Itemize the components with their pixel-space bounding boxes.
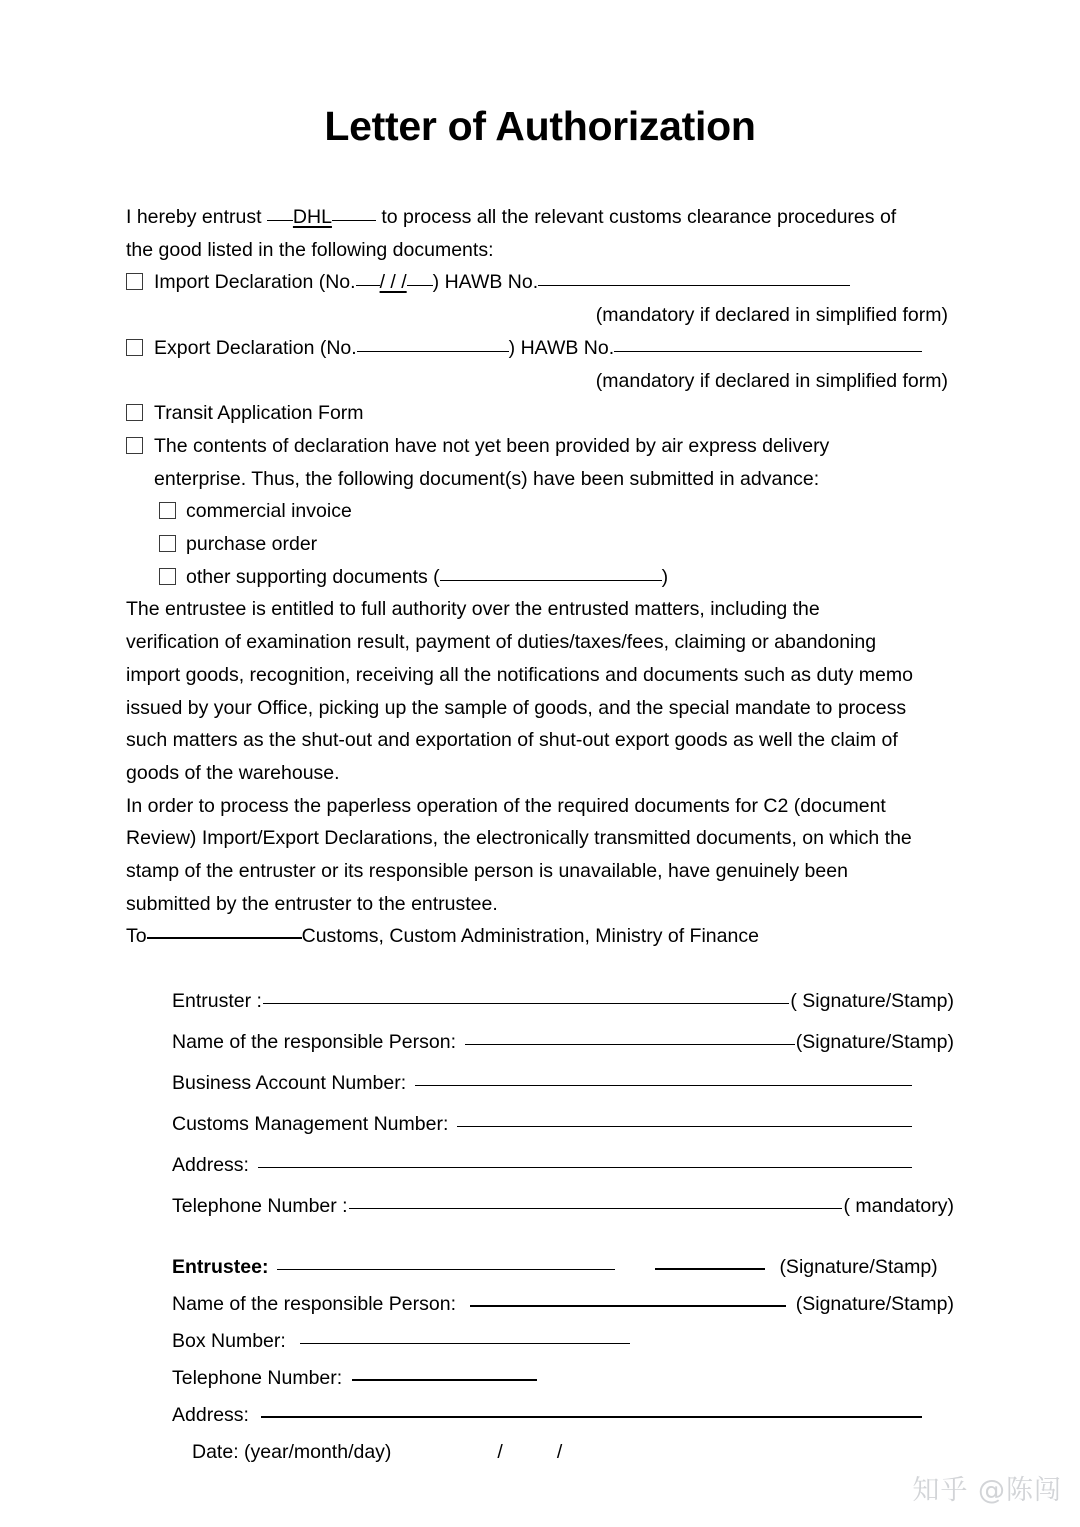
import-hawb-underline	[538, 285, 850, 286]
checkbox-other-supporting-documents[interactable]	[159, 568, 176, 585]
purchase-order-label: purchase order	[186, 533, 318, 556]
entruster-address-label: Address:	[172, 1154, 249, 1176]
entruster-responsible-person-note: (Signature/Stamp)	[795, 1031, 954, 1053]
import-no-underline-a	[356, 285, 380, 286]
entrusted-party-value: DHL	[292, 206, 332, 228]
checkbox-contents-not-provided[interactable]	[126, 437, 143, 454]
sub-document-list	[126, 495, 954, 593]
row-purchase-order	[159, 528, 954, 561]
contents-line-1: The contents of declaration have not yet been provided by air express delivery	[154, 434, 830, 457]
export-declaration-text	[154, 332, 954, 365]
checkbox-commercial-invoice[interactable]	[159, 502, 176, 519]
business-account-number-input-line[interactable]	[415, 1085, 912, 1086]
intro-before: I hereby entrust	[126, 206, 262, 228]
intro-underline-left	[267, 220, 293, 221]
entruster-input-line[interactable]	[263, 1003, 789, 1004]
intro-line-2: the good listed in the following documents:	[126, 238, 494, 261]
date-slash-2: /	[556, 1441, 563, 1463]
entrustee-input-line-b[interactable]	[655, 1268, 765, 1270]
row-export-declaration	[126, 332, 954, 365]
paperless-line-3: stamp of the entruster or its responsible person is unavailable, have genuinely been	[126, 860, 848, 883]
checkbox-purchase-order[interactable]	[159, 535, 176, 552]
export-hawb-underline	[614, 351, 922, 352]
authority-line-4: issued by your Office, picking up the sample of goods, and the special mandate to process	[126, 696, 907, 719]
paragraph-paperless	[126, 790, 954, 921]
row-other-supporting-documents	[159, 561, 954, 594]
box-number-input-line[interactable]	[300, 1343, 630, 1344]
export-no-underline	[357, 351, 509, 352]
export-declaration-note: (mandatory if declared in simplified form)	[595, 369, 948, 392]
paperless-line-4: submitted by the entruster to the entrustee.	[126, 892, 498, 915]
addressee-line	[126, 920, 954, 953]
business-account-number-label: Business Account Number:	[172, 1072, 407, 1094]
intro-line-1	[126, 201, 954, 234]
other-docs-underline	[440, 580, 662, 581]
authority-line-6: goods of the warehouse.	[126, 761, 340, 784]
field-entruster-address	[172, 1154, 954, 1177]
row-commercial-invoice	[159, 495, 954, 528]
entrustee-telephone-label: Telephone Number:	[172, 1367, 343, 1389]
entrustee-label: Entrustee:	[172, 1256, 269, 1278]
export-hawb-label: ) HAWB No.	[508, 336, 615, 359]
paperless-line-1: In order to process the paperless operation of the required documents for C2 (document	[126, 794, 886, 817]
import-declaration-text	[154, 266, 954, 299]
entrustee-telephone-input-line[interactable]	[352, 1379, 537, 1381]
addressee-prefix: To	[126, 925, 147, 948]
import-slashes: / / /	[379, 271, 407, 294]
addressee-underline	[147, 937, 302, 939]
date-label: Date: (year/month/day)	[192, 1441, 392, 1463]
intro-underline-right	[332, 220, 376, 221]
entruster-telephone-label: Telephone Number :	[172, 1195, 348, 1217]
field-date	[172, 1441, 954, 1464]
checkbox-transit-application[interactable]	[126, 404, 143, 421]
field-entruster	[172, 990, 954, 1013]
row-transit-application	[126, 397, 954, 430]
field-entrustee-address	[172, 1404, 954, 1427]
entruster-signature-note: ( Signature/Stamp)	[790, 990, 954, 1012]
entruster-responsible-person-input-line[interactable]	[465, 1044, 795, 1045]
import-no-underline-b	[407, 285, 433, 286]
entruster-telephone-note: ( mandatory)	[843, 1195, 954, 1217]
contents-line-2: enterprise. Thus, the following document(s) have been submitted in advance:	[154, 467, 820, 490]
authority-line-2: verification of examination result, payment of duties/taxes/fees, claiming or abandoning	[126, 631, 877, 654]
field-box-number	[172, 1330, 954, 1353]
row-contents-not-provided	[126, 430, 954, 495]
entruster-responsible-person-label: Name of the responsible Person:	[172, 1031, 456, 1053]
other-docs-label-after: )	[661, 565, 669, 588]
entruster-label: Entruster :	[172, 990, 262, 1012]
field-entrustee-telephone	[172, 1367, 954, 1390]
customs-management-number-input-line[interactable]	[457, 1126, 912, 1127]
authority-line-3: import goods, recognition, receiving all the notifications and documents such as duty memo	[126, 663, 913, 686]
import-hawb-label: ) HAWB No.	[432, 271, 539, 294]
transit-application-label: Transit Application Form	[154, 402, 364, 425]
entrustee-address-input-line[interactable]	[261, 1416, 922, 1418]
field-entrustee	[172, 1256, 954, 1279]
row-import-declaration	[126, 266, 954, 299]
import-declaration-label: Import Declaration (No.	[154, 271, 356, 294]
entruster-address-input-line[interactable]	[258, 1167, 912, 1168]
checkbox-export-declaration[interactable]	[126, 339, 143, 356]
document-body	[126, 201, 954, 953]
field-customs-management-number	[172, 1113, 954, 1136]
page-title: Letter of Authorization	[324, 103, 756, 149]
paperless-line-2: Review) Import/Export Declarations, the electronically transmitted documents, on which the	[126, 827, 912, 850]
entrustee-address-label: Address:	[172, 1404, 249, 1426]
other-docs-label-before: other supporting documents (	[186, 565, 440, 588]
entrustee-signature-block	[172, 1256, 954, 1464]
authority-line-1: The entrustee is entitled to full authority over the entrusted matters, including the	[126, 598, 820, 621]
entruster-telephone-input-line[interactable]	[349, 1208, 843, 1209]
paragraph-authority	[126, 593, 954, 789]
field-entrustee-responsible-person	[172, 1293, 954, 1316]
entrustee-responsible-person-note: (Signature/Stamp)	[795, 1293, 954, 1315]
contents-not-provided-text	[154, 430, 954, 495]
watermark: 知乎 @陈闯	[912, 1475, 1062, 1506]
field-entruster-telephone	[172, 1195, 954, 1218]
entrustee-input-line-a[interactable]	[277, 1269, 615, 1270]
entrustee-responsible-person-input-line[interactable]	[470, 1305, 786, 1307]
checkbox-import-declaration[interactable]	[126, 273, 143, 290]
entruster-signature-block	[172, 990, 954, 1218]
authority-line-5: such matters as the shut-out and exportation of shut-out export goods as well the claim of	[126, 729, 898, 752]
entrustee-signature-note: (Signature/Stamp)	[779, 1256, 938, 1278]
addressee-suffix: Customs, Custom Administration, Ministry of Finance	[301, 925, 759, 948]
other-supporting-documents-text	[186, 561, 954, 594]
field-entruster-responsible-person	[172, 1031, 954, 1054]
customs-management-number-label: Customs Management Number:	[172, 1113, 449, 1135]
box-number-label: Box Number:	[172, 1330, 286, 1352]
commercial-invoice-label: commercial invoice	[186, 500, 352, 523]
entrustee-responsible-person-label: Name of the responsible Person:	[172, 1293, 456, 1315]
field-business-account-number	[172, 1072, 954, 1095]
import-declaration-note: (mandatory if declared in simplified form)	[595, 304, 948, 327]
intro-after: to process all the relevant customs clearance procedures of	[381, 206, 897, 228]
export-declaration-label: Export Declaration (No.	[154, 336, 357, 359]
date-slash-1: /	[497, 1441, 503, 1463]
